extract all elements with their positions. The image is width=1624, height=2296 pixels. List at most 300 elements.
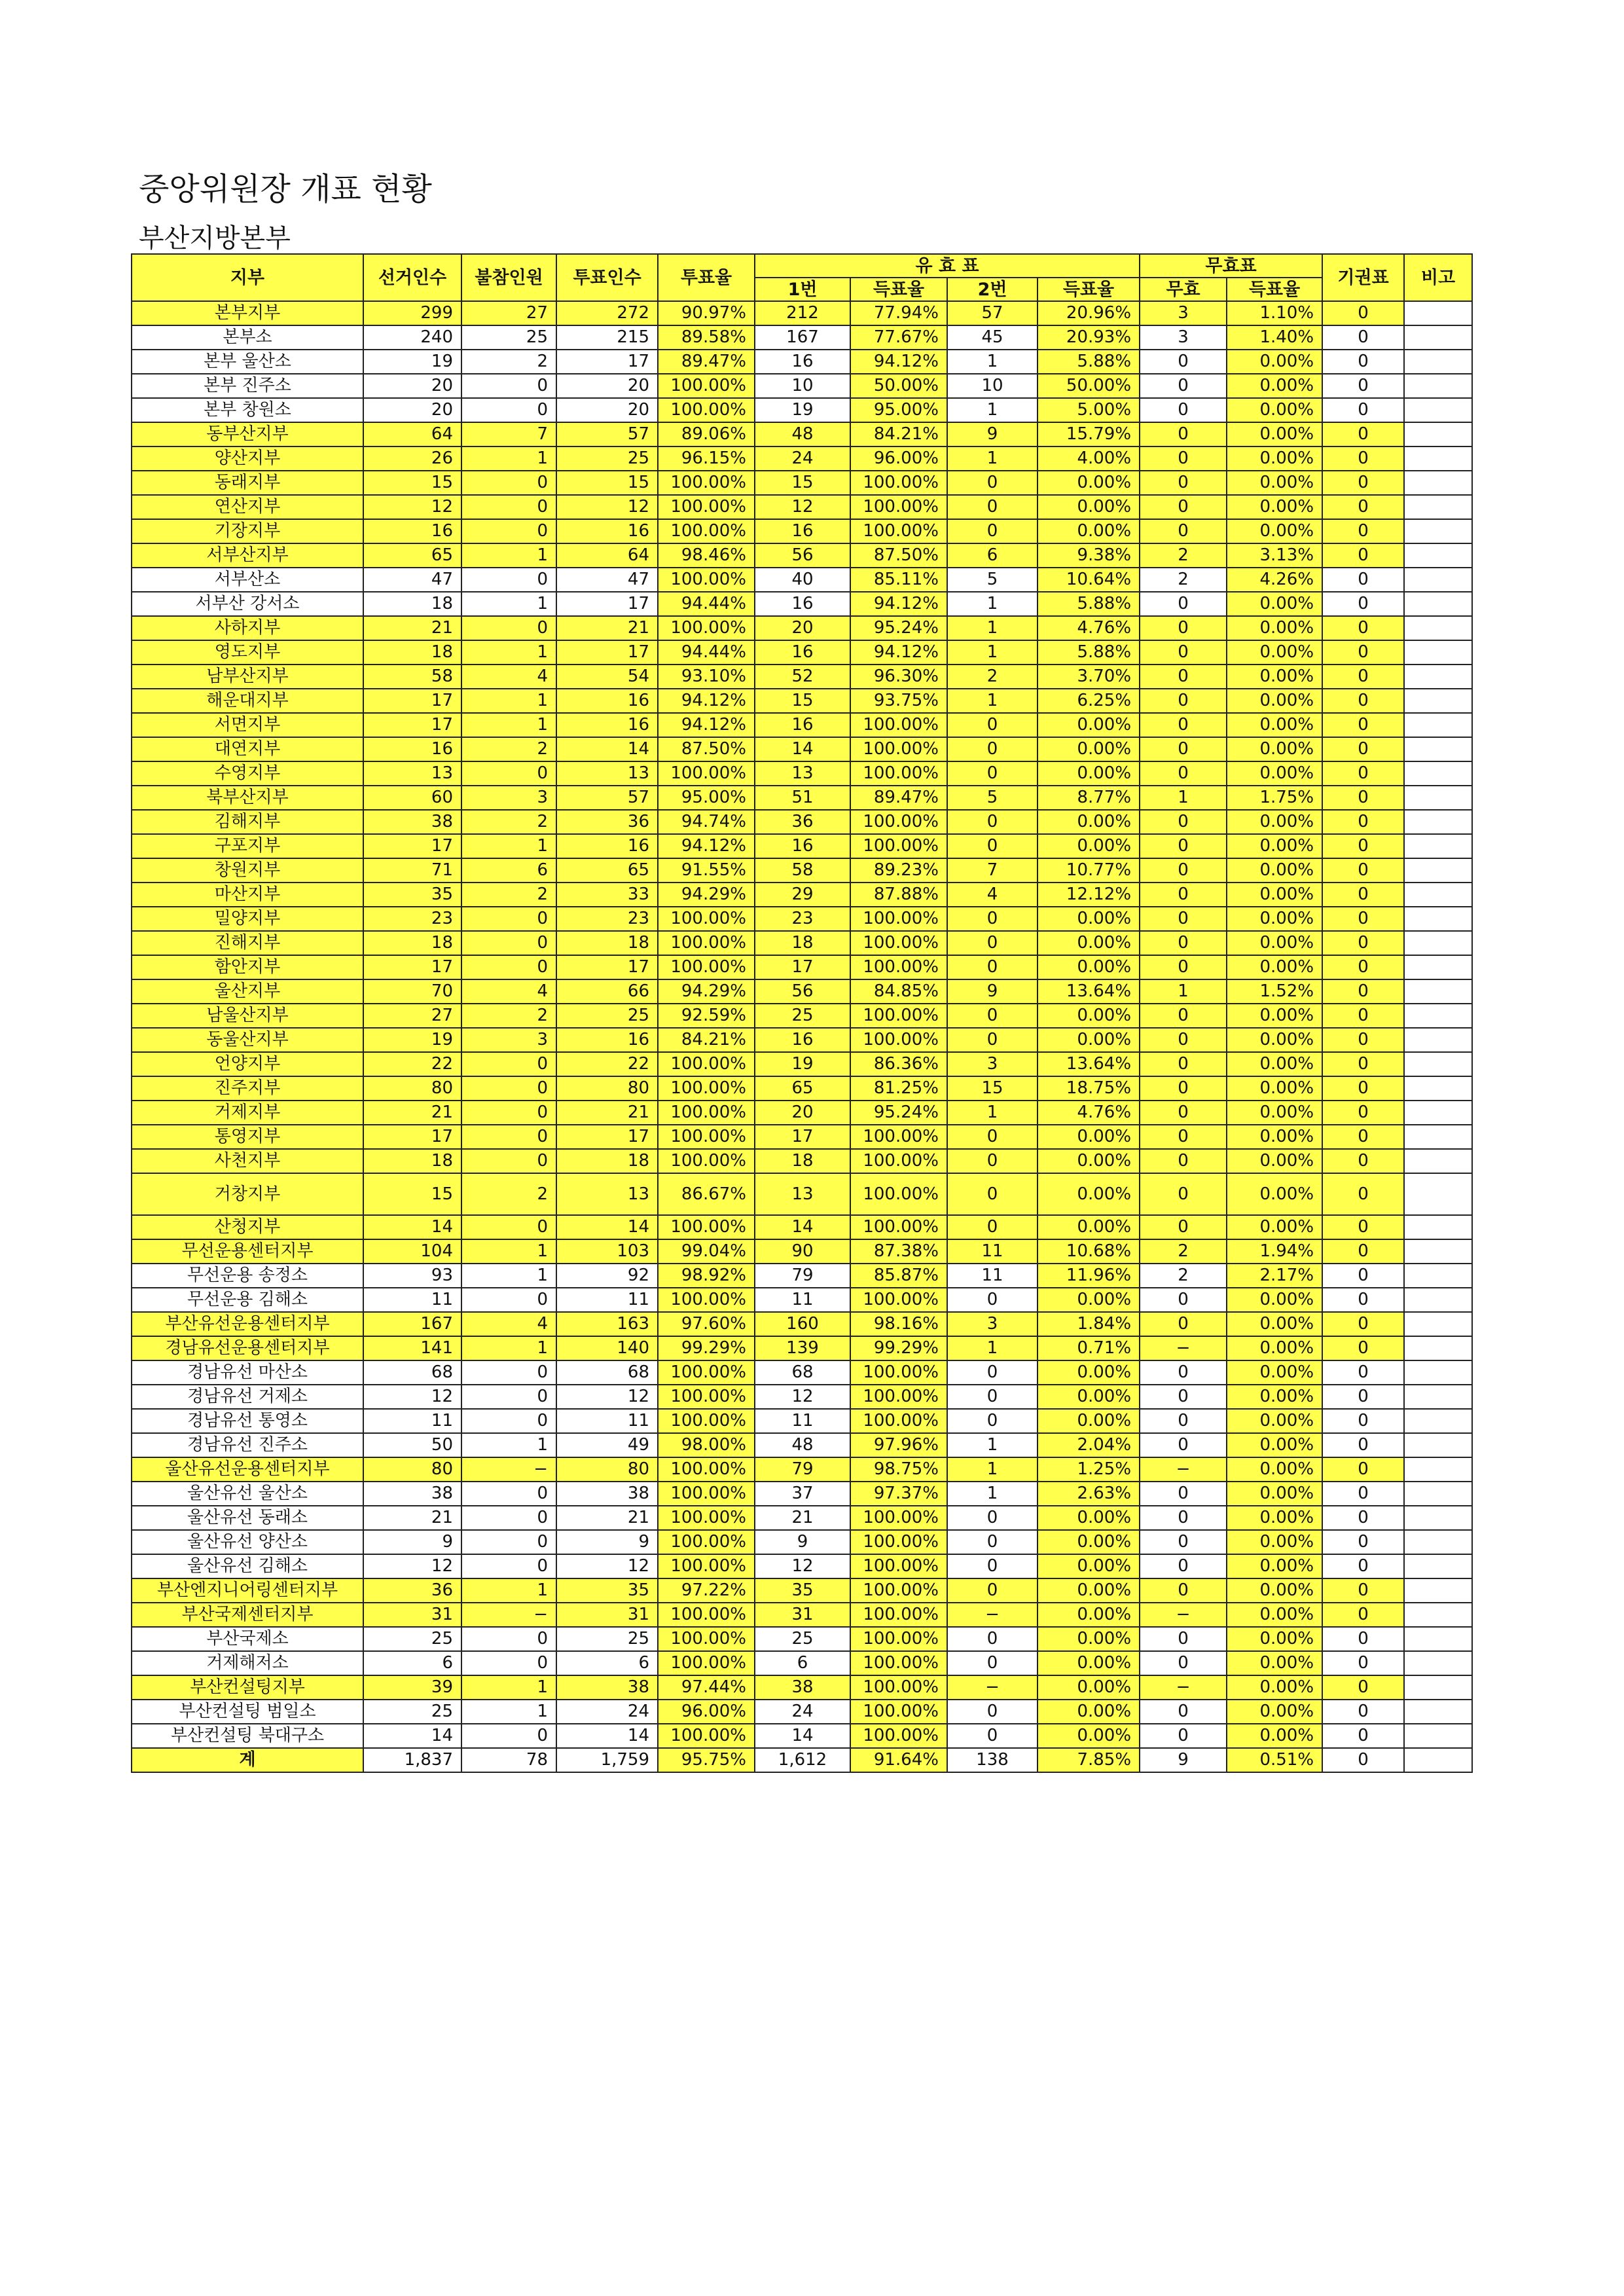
cell-c2: 1 bbox=[947, 1482, 1038, 1506]
cell-absent: 4 bbox=[461, 1312, 556, 1336]
cell-invalid-rate: 0.51% bbox=[1227, 1748, 1322, 1772]
cell-c1: 15 bbox=[755, 471, 850, 495]
cell-turnout: 94.12% bbox=[658, 834, 755, 858]
cell-voters: 47 bbox=[363, 568, 461, 592]
cell-c1-rate: 100.00% bbox=[850, 1554, 947, 1578]
cell-c1: 14 bbox=[755, 1215, 850, 1239]
cell-votes: 23 bbox=[556, 907, 658, 931]
cell-invalid: 0 bbox=[1140, 519, 1227, 543]
cell-c2-rate: 0.00% bbox=[1038, 1675, 1140, 1700]
cell-invalid: 0 bbox=[1140, 1506, 1227, 1530]
cell-c2-rate: 1.84% bbox=[1038, 1312, 1140, 1336]
cell-branch-name: 부산컨설팅 북대구소 bbox=[132, 1724, 363, 1748]
cell-invalid: 3 bbox=[1140, 301, 1227, 325]
cell-c1-rate: 95.00% bbox=[850, 398, 947, 422]
cell-c2: 1 bbox=[947, 592, 1038, 616]
cell-abstain: 0 bbox=[1322, 1457, 1404, 1482]
cell-c2: 2 bbox=[947, 665, 1038, 689]
cell-c2-rate: 18.75% bbox=[1038, 1076, 1140, 1101]
cell-invalid-rate: 0.00% bbox=[1227, 495, 1322, 519]
cell-invalid: 0 bbox=[1140, 1028, 1227, 1052]
table-row bbox=[132, 616, 1472, 640]
table-row bbox=[132, 1433, 1472, 1457]
cell-c1: 37 bbox=[755, 1482, 850, 1506]
cell-c1-rate: 100.00% bbox=[850, 1360, 947, 1385]
cell-invalid-rate: 0.00% bbox=[1227, 1336, 1322, 1360]
cell-c1-rate: 100.00% bbox=[850, 1125, 947, 1149]
cell-absent: 0 bbox=[461, 1627, 556, 1651]
cell-c2-rate: 0.00% bbox=[1038, 1554, 1140, 1578]
cell-turnout: 94.74% bbox=[658, 810, 755, 834]
cell-absent: 0 bbox=[461, 1052, 556, 1076]
cell-invalid: 0 bbox=[1140, 1530, 1227, 1554]
cell-c2: 9 bbox=[947, 422, 1038, 446]
cell-c1: 36 bbox=[755, 810, 850, 834]
cell-voters: 35 bbox=[363, 883, 461, 907]
cell-c2-rate: 0.00% bbox=[1038, 761, 1140, 786]
cell-c2-rate: 4.76% bbox=[1038, 1101, 1140, 1125]
cell-c1-rate: 100.00% bbox=[850, 1149, 947, 1173]
cell-invalid: 0 bbox=[1140, 446, 1227, 471]
cell-c2: 5 bbox=[947, 568, 1038, 592]
cell-c2: 0 bbox=[947, 834, 1038, 858]
cell-remarks bbox=[1404, 931, 1472, 955]
header-branch: 지부 bbox=[132, 254, 363, 301]
cell-c1: 13 bbox=[755, 1173, 850, 1215]
table-row bbox=[132, 1578, 1472, 1603]
cell-absent: 0 bbox=[461, 955, 556, 979]
cell-c1-rate: 98.16% bbox=[850, 1312, 947, 1336]
cell-invalid: 2 bbox=[1140, 1264, 1227, 1288]
cell-votes: 47 bbox=[556, 568, 658, 592]
cell-branch-name: 남울산지부 bbox=[132, 1004, 363, 1028]
cell-c1-rate: 87.88% bbox=[850, 883, 947, 907]
cell-branch-name: 계 bbox=[132, 1748, 363, 1772]
cell-c2: 0 bbox=[947, 713, 1038, 737]
cell-c2-rate: 3.70% bbox=[1038, 665, 1140, 689]
header-candidate-1: 1번 bbox=[755, 278, 850, 301]
cell-voters: 18 bbox=[363, 1149, 461, 1173]
cell-abstain: 0 bbox=[1322, 519, 1404, 543]
cell-votes: 22 bbox=[556, 1052, 658, 1076]
cell-invalid-rate: 0.00% bbox=[1227, 1409, 1322, 1433]
cell-invalid-rate: 0.00% bbox=[1227, 1385, 1322, 1409]
cell-c2: 0 bbox=[947, 1215, 1038, 1239]
cell-turnout: 100.00% bbox=[658, 761, 755, 786]
cell-c1-rate: 100.00% bbox=[850, 1700, 947, 1724]
cell-voters: 19 bbox=[363, 350, 461, 374]
cell-c1: 15 bbox=[755, 689, 850, 713]
cell-remarks bbox=[1404, 810, 1472, 834]
cell-c2-rate: 10.68% bbox=[1038, 1239, 1140, 1264]
cell-c1: 21 bbox=[755, 1506, 850, 1530]
cell-c1: 16 bbox=[755, 713, 850, 737]
cell-absent: 0 bbox=[461, 1149, 556, 1173]
cell-absent: 1 bbox=[461, 1675, 556, 1700]
cell-turnout: 94.29% bbox=[658, 883, 755, 907]
cell-turnout: 100.00% bbox=[658, 1385, 755, 1409]
cell-c2: 0 bbox=[947, 1385, 1038, 1409]
cell-voters: 21 bbox=[363, 1506, 461, 1530]
cell-abstain: 0 bbox=[1322, 301, 1404, 325]
cell-invalid-rate: 0.00% bbox=[1227, 519, 1322, 543]
cell-invalid-rate: 0.00% bbox=[1227, 1288, 1322, 1312]
cell-c1: 9 bbox=[755, 1530, 850, 1554]
cell-invalid-rate: 0.00% bbox=[1227, 1215, 1322, 1239]
cell-turnout: 95.00% bbox=[658, 786, 755, 810]
table-row bbox=[132, 810, 1472, 834]
cell-abstain: 0 bbox=[1322, 883, 1404, 907]
cell-c1-rate: 100.00% bbox=[850, 1724, 947, 1748]
cell-turnout: 100.00% bbox=[658, 1052, 755, 1076]
cell-invalid-rate: 0.00% bbox=[1227, 1651, 1322, 1675]
cell-votes: 25 bbox=[556, 1004, 658, 1028]
cell-c1-rate: 100.00% bbox=[850, 1603, 947, 1627]
cell-voters: 70 bbox=[363, 979, 461, 1004]
cell-c1-rate: 96.00% bbox=[850, 446, 947, 471]
table-header bbox=[132, 254, 1472, 301]
cell-c2: 1 bbox=[947, 689, 1038, 713]
cell-turnout: 100.00% bbox=[658, 907, 755, 931]
cell-branch-name: 마산지부 bbox=[132, 883, 363, 907]
table-row bbox=[132, 1530, 1472, 1554]
cell-votes: 13 bbox=[556, 1173, 658, 1215]
table-row bbox=[132, 1360, 1472, 1385]
cell-voters: 18 bbox=[363, 640, 461, 665]
cell-remarks bbox=[1404, 1724, 1472, 1748]
cell-absent: 0 bbox=[461, 1385, 556, 1409]
cell-remarks bbox=[1404, 1076, 1472, 1101]
cell-c2-rate: 0.00% bbox=[1038, 907, 1140, 931]
cell-votes: 25 bbox=[556, 1627, 658, 1651]
cell-voters: 25 bbox=[363, 1700, 461, 1724]
cell-voters: 93 bbox=[363, 1264, 461, 1288]
cell-invalid-rate: 0.00% bbox=[1227, 1433, 1322, 1457]
cell-turnout: 94.12% bbox=[658, 713, 755, 737]
cell-branch-name: 양산지부 bbox=[132, 446, 363, 471]
cell-voters: 104 bbox=[363, 1239, 461, 1264]
cell-c2: 0 bbox=[947, 1578, 1038, 1603]
cell-c2-rate: 12.12% bbox=[1038, 883, 1140, 907]
cell-abstain: 0 bbox=[1322, 1700, 1404, 1724]
cell-abstain: 0 bbox=[1322, 592, 1404, 616]
cell-absent: 2 bbox=[461, 810, 556, 834]
cell-c1-rate: 100.00% bbox=[850, 810, 947, 834]
cell-c1: 17 bbox=[755, 1125, 850, 1149]
cell-turnout: 98.00% bbox=[658, 1433, 755, 1457]
cell-abstain: 0 bbox=[1322, 350, 1404, 374]
cell-remarks bbox=[1404, 1312, 1472, 1336]
cell-votes: 17 bbox=[556, 1125, 658, 1149]
cell-remarks bbox=[1404, 907, 1472, 931]
cell-c1-rate: 100.00% bbox=[850, 1173, 947, 1215]
cell-branch-name: 김해지부 bbox=[132, 810, 363, 834]
cell-votes: 54 bbox=[556, 665, 658, 689]
cell-branch-name: 진해지부 bbox=[132, 931, 363, 955]
cell-c1: 56 bbox=[755, 979, 850, 1004]
cell-branch-name: 수영지부 bbox=[132, 761, 363, 786]
cell-invalid-rate: 1.10% bbox=[1227, 301, 1322, 325]
cell-c1-rate: 95.24% bbox=[850, 616, 947, 640]
cell-c2-rate: 0.00% bbox=[1038, 1578, 1140, 1603]
cell-abstain: 0 bbox=[1322, 422, 1404, 446]
cell-abstain: 0 bbox=[1322, 1748, 1404, 1772]
cell-c2: 3 bbox=[947, 1312, 1038, 1336]
cell-c1-rate: 100.00% bbox=[850, 1385, 947, 1409]
cell-invalid: 0 bbox=[1140, 1700, 1227, 1724]
cell-invalid: 0 bbox=[1140, 761, 1227, 786]
table-row bbox=[132, 931, 1472, 955]
cell-invalid-rate: 0.00% bbox=[1227, 1028, 1322, 1052]
cell-c2: 0 bbox=[947, 737, 1038, 761]
cell-branch-name: 무선운용 김해소 bbox=[132, 1288, 363, 1312]
cell-votes: 20 bbox=[556, 398, 658, 422]
cell-c2: 0 bbox=[947, 810, 1038, 834]
cell-votes: 20 bbox=[556, 374, 658, 398]
cell-remarks bbox=[1404, 737, 1472, 761]
cell-c1: 212 bbox=[755, 301, 850, 325]
cell-c1-rate: 95.24% bbox=[850, 1101, 947, 1125]
cell-branch-name: 영도지부 bbox=[132, 640, 363, 665]
cell-voters: 12 bbox=[363, 1385, 461, 1409]
cell-absent: 0 bbox=[461, 471, 556, 495]
cell-abstain: 0 bbox=[1322, 955, 1404, 979]
cell-voters: 27 bbox=[363, 1004, 461, 1028]
cell-voters: 80 bbox=[363, 1457, 461, 1482]
cell-abstain: 0 bbox=[1322, 1385, 1404, 1409]
cell-c1-rate: 100.00% bbox=[850, 1675, 947, 1700]
cell-absent: 1 bbox=[461, 592, 556, 616]
cell-branch-name: 경남유선 마산소 bbox=[132, 1360, 363, 1385]
cell-voters: 38 bbox=[363, 1482, 461, 1506]
cell-turnout: 98.46% bbox=[658, 543, 755, 568]
cell-abstain: 0 bbox=[1322, 1288, 1404, 1312]
cell-c1: 160 bbox=[755, 1312, 850, 1336]
cell-c2-rate: 0.00% bbox=[1038, 1506, 1140, 1530]
cell-remarks bbox=[1404, 1651, 1472, 1675]
table-row bbox=[132, 1627, 1472, 1651]
cell-absent: 0 bbox=[461, 1215, 556, 1239]
table-row bbox=[132, 1101, 1472, 1125]
cell-c2: 10 bbox=[947, 374, 1038, 398]
cell-turnout: 94.29% bbox=[658, 979, 755, 1004]
cell-abstain: 0 bbox=[1322, 979, 1404, 1004]
table-row bbox=[132, 350, 1472, 374]
cell-voters: 68 bbox=[363, 1360, 461, 1385]
cell-c2: 138 bbox=[947, 1748, 1038, 1772]
cell-c1: 19 bbox=[755, 1052, 850, 1076]
cell-branch-name: 사하지부 bbox=[132, 616, 363, 640]
cell-remarks bbox=[1404, 1215, 1472, 1239]
cell-c2-rate: 0.00% bbox=[1038, 955, 1140, 979]
cell-c2: 0 bbox=[947, 1149, 1038, 1173]
cell-invalid: 0 bbox=[1140, 955, 1227, 979]
cell-c1-rate: 89.47% bbox=[850, 786, 947, 810]
cell-votes: 103 bbox=[556, 1239, 658, 1264]
cell-absent: 0 bbox=[461, 1360, 556, 1385]
cell-invalid-rate: 0.00% bbox=[1227, 1004, 1322, 1028]
cell-absent: 1 bbox=[461, 689, 556, 713]
cell-voters: 26 bbox=[363, 446, 461, 471]
cell-abstain: 0 bbox=[1322, 616, 1404, 640]
cell-c1-rate: 86.36% bbox=[850, 1052, 947, 1076]
cell-c2-rate: 5.88% bbox=[1038, 592, 1140, 616]
cell-absent: 1 bbox=[461, 640, 556, 665]
table-row bbox=[132, 1076, 1472, 1101]
cell-votes: 57 bbox=[556, 786, 658, 810]
cell-abstain: 0 bbox=[1322, 1076, 1404, 1101]
cell-turnout: 97.60% bbox=[658, 1312, 755, 1336]
table-row bbox=[132, 713, 1472, 737]
cell-invalid-rate: 0.00% bbox=[1227, 834, 1322, 858]
cell-c2: 0 bbox=[947, 1700, 1038, 1724]
cell-votes: 66 bbox=[556, 979, 658, 1004]
cell-c1: 19 bbox=[755, 398, 850, 422]
cell-absent: 2 bbox=[461, 1004, 556, 1028]
cell-c1-rate: 97.37% bbox=[850, 1482, 947, 1506]
cell-c2-rate: 20.96% bbox=[1038, 301, 1140, 325]
cell-remarks bbox=[1404, 374, 1472, 398]
cell-invalid-rate: 0.00% bbox=[1227, 665, 1322, 689]
cell-abstain: 0 bbox=[1322, 1173, 1404, 1215]
cell-remarks bbox=[1404, 1627, 1472, 1651]
cell-c1-rate: 50.00% bbox=[850, 374, 947, 398]
cell-abstain: 0 bbox=[1322, 1578, 1404, 1603]
cell-abstain: 0 bbox=[1322, 931, 1404, 955]
cell-c2-rate: 0.71% bbox=[1038, 1336, 1140, 1360]
cell-abstain: 0 bbox=[1322, 446, 1404, 471]
cell-turnout: 100.00% bbox=[658, 398, 755, 422]
cell-branch-name: 북부산지부 bbox=[132, 786, 363, 810]
cell-invalid: 0 bbox=[1140, 737, 1227, 761]
table-row bbox=[132, 519, 1472, 543]
cell-turnout: 100.00% bbox=[658, 568, 755, 592]
cell-remarks bbox=[1404, 1288, 1472, 1312]
cell-branch-name: 부산유선운용센터지부 bbox=[132, 1312, 363, 1336]
cell-c1-rate: 100.00% bbox=[850, 1004, 947, 1028]
cell-c1-rate: 100.00% bbox=[850, 1215, 947, 1239]
cell-branch-name: 경남유선 거제소 bbox=[132, 1385, 363, 1409]
cell-invalid: 0 bbox=[1140, 883, 1227, 907]
results-table-container bbox=[131, 253, 1471, 1773]
cell-votes: 17 bbox=[556, 592, 658, 616]
cell-turnout: 100.00% bbox=[658, 1603, 755, 1627]
cell-c1-rate: 100.00% bbox=[850, 1409, 947, 1433]
cell-absent: 0 bbox=[461, 568, 556, 592]
cell-invalid: 0 bbox=[1140, 931, 1227, 955]
cell-branch-name: 함안지부 bbox=[132, 955, 363, 979]
cell-c1-rate: 99.29% bbox=[850, 1336, 947, 1360]
cell-abstain: 0 bbox=[1322, 1125, 1404, 1149]
cell-absent: − bbox=[461, 1603, 556, 1627]
table-row bbox=[132, 1215, 1472, 1239]
cell-invalid-rate: 0.00% bbox=[1227, 1076, 1322, 1101]
cell-invalid-rate: 0.00% bbox=[1227, 1052, 1322, 1076]
table-row bbox=[132, 374, 1472, 398]
cell-votes: 35 bbox=[556, 1578, 658, 1603]
cell-c2-rate: 5.88% bbox=[1038, 350, 1140, 374]
cell-voters: 240 bbox=[363, 325, 461, 350]
cell-c1-rate: 100.00% bbox=[850, 955, 947, 979]
cell-invalid-rate: 0.00% bbox=[1227, 640, 1322, 665]
cell-turnout: 93.10% bbox=[658, 665, 755, 689]
cell-abstain: 0 bbox=[1322, 834, 1404, 858]
cell-c2: 1 bbox=[947, 398, 1038, 422]
cell-abstain: 0 bbox=[1322, 737, 1404, 761]
cell-branch-name: 밀양지부 bbox=[132, 907, 363, 931]
cell-c1: 56 bbox=[755, 543, 850, 568]
cell-turnout: 89.47% bbox=[658, 350, 755, 374]
cell-invalid: 0 bbox=[1140, 1627, 1227, 1651]
cell-c2-rate: 0.00% bbox=[1038, 1409, 1140, 1433]
cell-invalid: 0 bbox=[1140, 1724, 1227, 1748]
cell-c1-rate: 100.00% bbox=[850, 761, 947, 786]
cell-c1-rate: 85.11% bbox=[850, 568, 947, 592]
cell-branch-name: 남부산지부 bbox=[132, 665, 363, 689]
cell-abstain: 0 bbox=[1322, 495, 1404, 519]
cell-absent: 0 bbox=[461, 761, 556, 786]
cell-absent: 4 bbox=[461, 665, 556, 689]
cell-turnout: 89.06% bbox=[658, 422, 755, 446]
cell-voters: 21 bbox=[363, 1101, 461, 1125]
cell-turnout: 90.97% bbox=[658, 301, 755, 325]
cell-c2: 11 bbox=[947, 1264, 1038, 1288]
cell-abstain: 0 bbox=[1322, 568, 1404, 592]
cell-voters: 18 bbox=[363, 592, 461, 616]
cell-c2-rate: 0.00% bbox=[1038, 1125, 1140, 1149]
cell-c2: 45 bbox=[947, 325, 1038, 350]
cell-branch-name: 본부 울산소 bbox=[132, 350, 363, 374]
cell-c1-rate: 87.38% bbox=[850, 1239, 947, 1264]
cell-c2-rate: 4.76% bbox=[1038, 616, 1140, 640]
cell-c1: 167 bbox=[755, 325, 850, 350]
cell-turnout: 100.00% bbox=[658, 1457, 755, 1482]
cell-votes: 80 bbox=[556, 1076, 658, 1101]
cell-turnout: 100.00% bbox=[658, 1360, 755, 1385]
cell-turnout: 87.50% bbox=[658, 737, 755, 761]
cell-c2: 0 bbox=[947, 1724, 1038, 1748]
cell-invalid-rate: 1.40% bbox=[1227, 325, 1322, 350]
cell-c2: 0 bbox=[947, 1173, 1038, 1215]
cell-c2-rate: 0.00% bbox=[1038, 931, 1140, 955]
header-invalid-count: 무효 bbox=[1140, 278, 1227, 301]
cell-c1-rate: 77.67% bbox=[850, 325, 947, 350]
cell-absent: 2 bbox=[461, 737, 556, 761]
cell-c2: 0 bbox=[947, 1028, 1038, 1052]
cell-c2-rate: 0.00% bbox=[1038, 1724, 1140, 1748]
cell-abstain: 0 bbox=[1322, 1506, 1404, 1530]
cell-abstain: 0 bbox=[1322, 689, 1404, 713]
cell-c1: 10 bbox=[755, 374, 850, 398]
cell-votes: 14 bbox=[556, 737, 658, 761]
cell-invalid-rate: 0.00% bbox=[1227, 374, 1322, 398]
cell-remarks bbox=[1404, 1125, 1472, 1149]
cell-voters: 12 bbox=[363, 1554, 461, 1578]
cell-c2-rate: 0.00% bbox=[1038, 713, 1140, 737]
cell-c1: 16 bbox=[755, 350, 850, 374]
cell-invalid-rate: 0.00% bbox=[1227, 1554, 1322, 1578]
cell-c1: 48 bbox=[755, 422, 850, 446]
cell-c1-rate: 84.21% bbox=[850, 422, 947, 446]
cell-remarks bbox=[1404, 568, 1472, 592]
cell-voters: 11 bbox=[363, 1409, 461, 1433]
cell-invalid: 0 bbox=[1140, 689, 1227, 713]
cell-invalid-rate: 0.00% bbox=[1227, 471, 1322, 495]
cell-c1: 16 bbox=[755, 834, 850, 858]
cell-invalid-rate: 0.00% bbox=[1227, 689, 1322, 713]
cell-absent: 6 bbox=[461, 858, 556, 883]
cell-turnout: 100.00% bbox=[658, 471, 755, 495]
